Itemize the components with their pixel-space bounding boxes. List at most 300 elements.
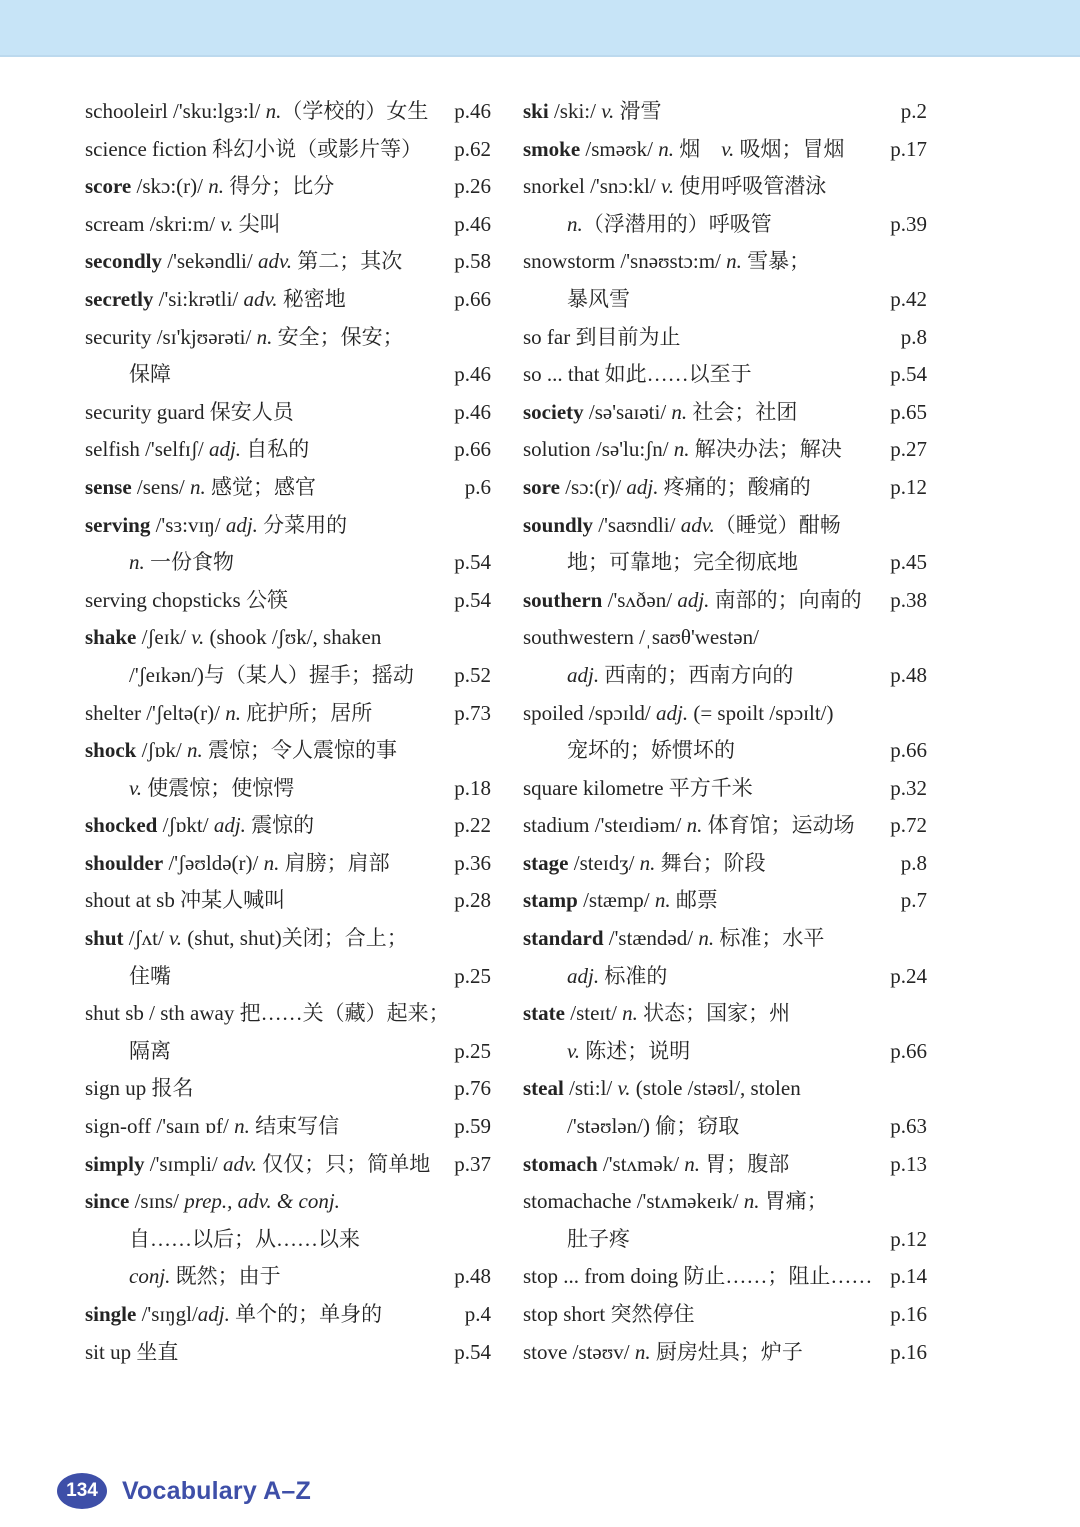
entry-part: n. [654, 888, 671, 913]
entry-line [523, 168, 927, 206]
vocab-entry [85, 206, 491, 244]
headword: smoke [523, 136, 581, 161]
entry-line [523, 995, 927, 1033]
entry-part: n. [698, 926, 715, 951]
entry-part: 庇护所；居所 [240, 700, 373, 725]
entry-line [523, 619, 927, 657]
entry-text [85, 469, 316, 507]
entry-text-continued [567, 657, 793, 695]
entry-part: adj. [208, 437, 242, 462]
entry-text [85, 920, 408, 958]
entry-part: 住嘴 [129, 963, 171, 988]
vocab-entry [523, 469, 927, 507]
entry-part: 得分；比分 [224, 174, 335, 199]
entry-part: /'sɜ:vɪŋ/ [150, 512, 226, 537]
entry-line [523, 958, 927, 996]
headword: science fiction 科幻小说（或影片等） [85, 136, 423, 161]
entry-line [85, 1183, 491, 1221]
entry-part: v. [567, 1038, 581, 1063]
vocab-entry [85, 695, 491, 733]
entry-line [523, 1296, 927, 1334]
entry-line [523, 657, 927, 695]
vocab-entry [85, 1183, 491, 1296]
entry-part: 安全；保安； [272, 324, 404, 349]
entry-line [523, 206, 927, 244]
entry-text-continued [129, 1221, 360, 1259]
entry-part: v. [220, 211, 234, 236]
page-ref: p.66 [890, 738, 927, 763]
vocab-entry [523, 1258, 927, 1296]
entry-part: conj. [129, 1264, 171, 1289]
headword: security guard 保安人员 [85, 399, 294, 424]
entry-text [85, 507, 347, 545]
entry-part: 感觉；感官 [205, 474, 317, 499]
entry-text [85, 1334, 178, 1372]
entry-line [85, 1033, 491, 1071]
entry-text-continued [567, 732, 735, 770]
entry-line [85, 93, 491, 131]
page-ref: p.37 [454, 1151, 491, 1176]
entry-line [523, 131, 927, 169]
page-ref: p.45 [890, 550, 927, 575]
entry-line [85, 544, 491, 582]
vocab-entry [523, 807, 927, 845]
entry-part: adj. [225, 512, 258, 537]
entry-part: v. [617, 1076, 631, 1101]
entry-text-continued [129, 657, 414, 695]
vocab-entry [85, 732, 491, 807]
headword: so far 到目前为止 [523, 324, 681, 349]
headword: serving [85, 512, 151, 537]
entry-part: /sɪns/ [129, 1189, 185, 1214]
entry-line [523, 1033, 927, 1071]
entry-part: n. [639, 850, 656, 875]
vocab-entry [85, 1070, 491, 1108]
entry-part: 舞台；阶段 [655, 850, 766, 875]
entry-text [523, 507, 841, 545]
entry-part: /skɔ:(r)/ [131, 174, 209, 199]
entry-text [523, 1258, 872, 1296]
entry-text [85, 93, 428, 131]
entry-part: 尖叫 [233, 211, 281, 236]
entry-line [85, 1258, 491, 1296]
entry-text [85, 281, 346, 319]
vocab-entry [523, 1334, 927, 1372]
headword: stomach [523, 1151, 598, 1176]
headword: secretly [85, 286, 154, 311]
entry-part: /steɪt/ [564, 1001, 623, 1026]
entry-text [85, 695, 372, 733]
vocab-entry [523, 394, 927, 432]
headword: shake [85, 625, 137, 650]
entry-part: 秘密地 [277, 286, 346, 311]
entry-text-continued [567, 544, 798, 582]
vocab-entry [523, 995, 927, 1070]
entry-part: /steɪdʒ/ [568, 850, 640, 875]
entry-part: 疼痛的；酸痛的 [658, 474, 811, 499]
entry-part: n. [567, 211, 583, 236]
page-ref: p.54 [890, 362, 927, 387]
entry-part: 单个的；单身的 [229, 1302, 383, 1326]
entry-text-continued [567, 1033, 690, 1071]
entry-part: (= spoilt /spɔɪlt/) [688, 700, 834, 725]
entry-line [523, 770, 927, 808]
entry-text-continued [567, 281, 630, 319]
vocab-entry [523, 582, 927, 620]
entry-part: (shook /ʃʊk/, shaken [204, 625, 382, 650]
entry-part: 自……以后；从……以来 [129, 1226, 360, 1251]
entry-part: /'stʌmək/ [597, 1151, 685, 1176]
entry-part: v. [169, 926, 183, 951]
entry-part: adj. [213, 813, 246, 838]
entry-text-continued [567, 1108, 739, 1146]
entry-text [85, 882, 285, 920]
entry-part: 肚子疼 [567, 1226, 630, 1251]
entry-line [523, 1070, 927, 1108]
entry-part: （浮潜用的）呼吸管 [582, 211, 772, 236]
entry-text [85, 732, 397, 770]
vocab-entry [85, 582, 491, 620]
vocab-entry [523, 319, 927, 357]
entry-line [523, 845, 927, 883]
page-ref: p.59 [454, 1114, 491, 1139]
entry-line [85, 319, 491, 357]
page-ref: p.13 [890, 1151, 927, 1176]
vocab-entry [523, 93, 927, 131]
entry-line [523, 394, 927, 432]
page-header-band [0, 0, 1080, 57]
entry-line [523, 93, 927, 131]
entry-text [85, 168, 334, 206]
headword: score [85, 174, 132, 199]
page-ref: p.63 [890, 1114, 927, 1139]
entry-part: /'saʊndli/ [593, 512, 681, 537]
entry-part: /stæmp/ [577, 888, 655, 913]
page-ref: p.26 [454, 174, 491, 199]
headword: single [85, 1302, 137, 1326]
entry-part: /'sʌðən/ [602, 587, 678, 612]
entry-part: /'sɪŋgl/ [136, 1302, 198, 1326]
entry-line [85, 243, 491, 281]
vocab-entry [523, 1296, 927, 1334]
page-ref: p.46 [454, 399, 491, 424]
headword: selfish /'selfɪʃ/ [85, 437, 209, 462]
vocab-entry [85, 882, 491, 920]
vocab-entry [523, 1146, 927, 1184]
entry-part: adj. [567, 662, 600, 687]
page-ref: p.46 [454, 99, 491, 123]
vocab-entry [523, 1183, 927, 1258]
entry-text [523, 168, 826, 206]
entry-part: /'stəʊlən/) 偷；窃取 [567, 1114, 740, 1139]
vocab-entry [85, 1146, 491, 1184]
headword: square kilometre 平方千米 [523, 775, 753, 800]
vocab-entry [523, 168, 927, 243]
page-ref: p.52 [454, 662, 491, 687]
entry-part: 标准的 [599, 963, 668, 988]
entry-part: 烟 [673, 136, 722, 161]
entry-part: n. [190, 474, 206, 499]
entry-line [523, 507, 927, 545]
entry-part: 震惊；令人震惊的事 [202, 738, 398, 763]
entry-line [523, 319, 927, 357]
page-ref: p.28 [454, 888, 491, 913]
entry-part: n. [225, 700, 241, 725]
headword: southern [523, 587, 603, 612]
entry-text [523, 1334, 803, 1372]
headword: stage [523, 850, 569, 875]
entry-line [523, 243, 927, 281]
entry-line [85, 431, 491, 469]
vocab-entry [85, 281, 491, 319]
entry-part: 滑雪 [614, 99, 662, 123]
entry-line [85, 1221, 491, 1259]
entry-text [523, 394, 797, 432]
entry-line [523, 1258, 927, 1296]
entry-line [85, 582, 491, 620]
entry-line [85, 356, 491, 394]
vocab-entry [523, 1070, 927, 1145]
vocab-entry [85, 995, 491, 1070]
page-ref: p.8 [900, 850, 927, 875]
headword: stop ... from doing 防止……；阻止…… [523, 1264, 873, 1289]
vocab-entry [85, 168, 491, 206]
entry-line [523, 356, 927, 394]
vocab-entry [523, 882, 927, 920]
entry-line [523, 469, 927, 507]
page-ref: p.66 [454, 437, 491, 462]
entry-part: adv. [680, 512, 715, 537]
entry-part: v. [601, 99, 615, 123]
entry-part: /sməʊk/ [580, 136, 659, 161]
entry-line [85, 469, 491, 507]
page-ref: p.48 [890, 662, 927, 687]
entry-text [85, 131, 422, 169]
vocab-entry [85, 1334, 491, 1372]
entry-text [523, 882, 718, 920]
headword: sign-off /'saɪn ɒf/ [85, 1114, 235, 1139]
entry-part: n. [622, 1001, 638, 1026]
entry-line [523, 1183, 927, 1221]
entry-part: 社会；社团 [687, 399, 798, 424]
headword: soundly [523, 512, 594, 537]
headword: stop short 突然停住 [523, 1302, 695, 1326]
page-ref: p.32 [890, 775, 927, 800]
entry-line [523, 732, 927, 770]
entry-line [85, 206, 491, 244]
vocab-entry [85, 319, 491, 394]
entry-part: /ʃɒkt/ [157, 813, 214, 838]
vocab-entry [523, 431, 927, 469]
headword: serving chopsticks 公筷 [85, 587, 288, 612]
page-ref: p.66 [454, 286, 491, 311]
entry-text [85, 206, 281, 244]
page-ref: p.76 [454, 1076, 491, 1101]
headword: shut [85, 926, 124, 951]
headword: southwestern /ˌsaʊθ'westən/ [523, 625, 759, 650]
entry-text [523, 995, 790, 1033]
page-ref: p.16 [890, 1302, 927, 1326]
entry-part: /sɔ:(r)/ [559, 474, 627, 499]
entry-part: adj. [567, 963, 600, 988]
entry-part: 标准；水平 [714, 926, 825, 951]
entry-part: 厨房灶具；炉子 [650, 1339, 803, 1364]
headword: shout at sb 冲某人喊叫 [85, 888, 286, 913]
entry-line [85, 920, 491, 958]
entry-text [85, 1146, 430, 1184]
headword: shoulder [85, 850, 164, 875]
entry-line [523, 431, 927, 469]
page-ref: p.38 [890, 587, 927, 612]
page-ref: p.27 [890, 437, 927, 462]
entry-text-continued [129, 356, 171, 394]
entry-line [85, 1070, 491, 1108]
entry-text [523, 770, 753, 808]
headword: solution /sə'lu:ʃn/ [523, 437, 674, 462]
page-ref: p.73 [454, 700, 491, 725]
entry-text [523, 1296, 695, 1334]
page-ref: p.14 [890, 1264, 927, 1289]
entry-part: n. [684, 1151, 701, 1176]
entry-text [523, 1146, 789, 1184]
entry-text [523, 582, 862, 620]
entry-text [85, 582, 288, 620]
entry-part: n. [726, 249, 742, 274]
page-ref: p.6 [464, 474, 491, 499]
page-ref: p.65 [890, 399, 927, 424]
entry-line [523, 882, 927, 920]
page-ref: p.46 [454, 362, 491, 387]
section-label: Vocabulary A–Z [122, 1476, 311, 1505]
vocab-entry [85, 131, 491, 169]
page-ref: p.36 [454, 850, 491, 875]
headword: stomachache /'stʌməkeɪk/ [523, 1189, 744, 1214]
entry-part: 震惊的 [245, 813, 315, 838]
entry-line [523, 582, 927, 620]
headword: society [523, 399, 584, 424]
entry-line [85, 281, 491, 319]
entry-part: 仅仅；只；简单地 [257, 1151, 431, 1176]
headword: sense [85, 474, 132, 499]
entry-text [523, 619, 759, 657]
entry-line [85, 507, 491, 545]
vocab-entry [85, 93, 491, 131]
entry-text [523, 356, 752, 394]
headword: ski [523, 99, 549, 123]
headword: simply [85, 1151, 145, 1176]
entry-line [85, 732, 491, 770]
entry-part: n. [634, 1339, 651, 1364]
entry-text [523, 319, 680, 357]
vocab-entry [523, 770, 927, 808]
headword: sore [523, 474, 560, 499]
vocab-column-right [523, 93, 927, 1371]
entry-text [523, 1183, 828, 1221]
entry-part: 地；可靠地；完全彻底地 [567, 550, 798, 575]
entry-part: 解决办法；解决 [689, 437, 842, 462]
entry-text [523, 920, 824, 958]
entry-line [85, 394, 491, 432]
entry-line [85, 958, 491, 996]
entry-line [85, 845, 491, 883]
entry-text [523, 1070, 801, 1108]
entry-part: 肩膀；肩部 [279, 850, 390, 875]
entry-part: 使用呼吸管潜泳 [673, 174, 827, 199]
entry-part: /ski:/ [548, 99, 602, 123]
entry-text [523, 807, 855, 845]
page-ref: p.42 [890, 286, 927, 311]
entry-text-continued [567, 958, 667, 996]
vocab-entry [85, 507, 491, 582]
entry-part: n. [743, 1189, 760, 1214]
vocab-entry [523, 920, 927, 995]
entry-line [523, 695, 927, 733]
headword: secondly [85, 249, 163, 274]
entry-part: 吸烟；冒烟 [734, 136, 845, 161]
page-ref: p.16 [890, 1339, 927, 1364]
vocab-entry [85, 243, 491, 281]
entry-part: n. [673, 437, 690, 462]
entry-text-continued [567, 206, 772, 244]
vocab-entry [523, 131, 927, 169]
entry-part: （睡觉）酣畅 [714, 512, 841, 537]
entry-text [523, 845, 766, 883]
entry-text [85, 243, 402, 281]
entry-text [85, 1183, 340, 1221]
entry-part: (stole /stəʊl/, stolen [630, 1076, 801, 1101]
entry-line [523, 807, 927, 845]
headword: since [85, 1189, 130, 1214]
headword: stadium /'steɪdiəm/ [523, 813, 687, 838]
vocab-entry [85, 469, 491, 507]
entry-line [85, 695, 491, 733]
entry-line [523, 1221, 927, 1259]
vocab-column-left [85, 93, 491, 1371]
headword: sit up 坐直 [85, 1339, 179, 1364]
entry-text [85, 319, 404, 357]
entry-part: v. [129, 775, 143, 800]
entry-part: 使震惊；使惊愕 [142, 775, 295, 800]
entry-part: v. [721, 136, 735, 161]
entry-part: adj. [626, 474, 659, 499]
headword: so ... that 如此……以至于 [523, 362, 752, 387]
entry-part: /sens/ [131, 474, 191, 499]
page-ref: p.66 [890, 1038, 927, 1063]
entry-part: n. [671, 399, 688, 424]
vocab-entry [85, 920, 491, 995]
entry-line [85, 1108, 491, 1146]
page-ref: p.54 [454, 550, 491, 575]
vocab-entry [85, 619, 491, 694]
headword: state [523, 1001, 565, 1026]
entry-part: 雪暴； [741, 249, 811, 274]
entry-part: /'ʃəʊldə(r)/ [163, 850, 264, 875]
page-ref: p.25 [454, 963, 491, 988]
entry-part: 陈述；说明 [580, 1038, 691, 1063]
entry-line [523, 1334, 927, 1372]
page-ref: p.24 [890, 963, 927, 988]
page-ref: p.2 [900, 99, 927, 123]
entry-part: (shut, shut)关闭；合上； [182, 926, 408, 951]
entry-text [85, 845, 390, 883]
vocab-entry [85, 807, 491, 845]
page-ref: p.39 [890, 211, 927, 236]
entry-line [85, 995, 491, 1033]
page-ref: p.12 [890, 1226, 927, 1251]
page-ref: p.54 [454, 587, 491, 612]
page-ref: p.58 [454, 249, 491, 274]
entry-text [523, 695, 834, 733]
